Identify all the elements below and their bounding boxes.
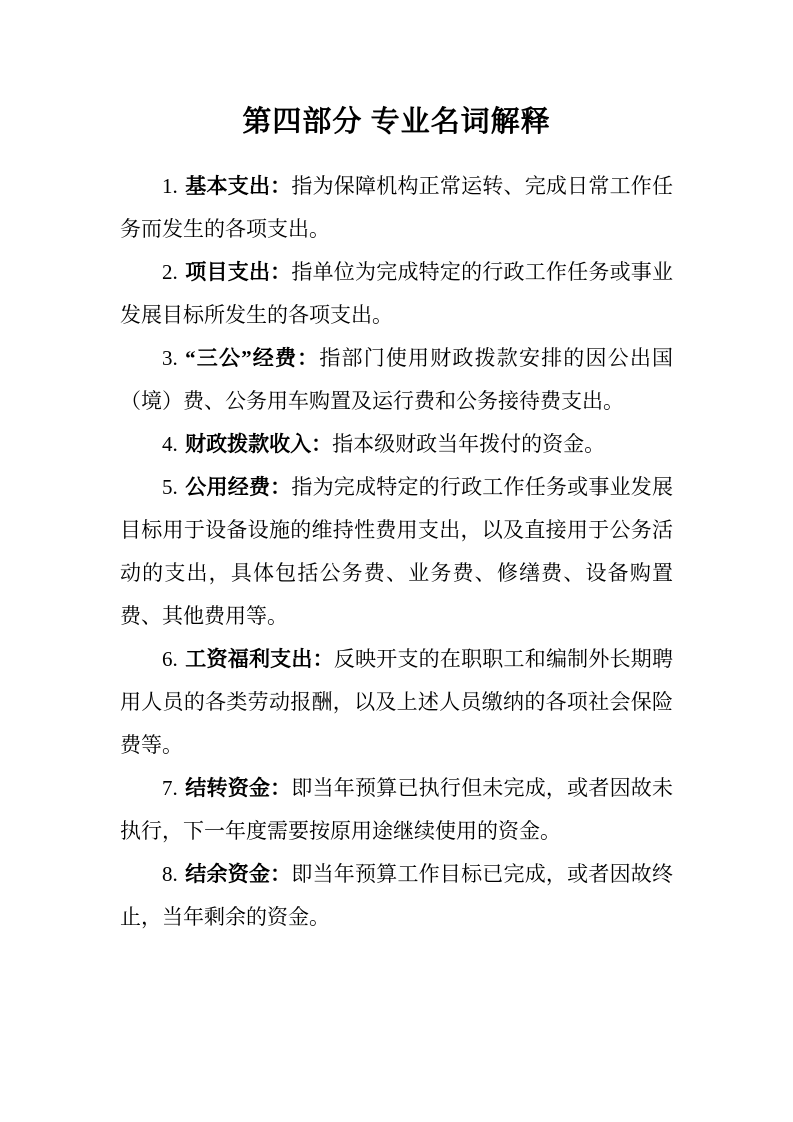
terms-section: [120, 165, 673, 939]
item-term: 公用经费：: [185, 475, 292, 499]
item-term: 项目支出：: [185, 260, 292, 284]
page-title: 第四部分 专业名词解释: [242, 106, 551, 138]
item-definition: 反映开支的在职职工和编制外长期聘用人员的各类劳动报酬，以及上述人员缴纳的各项社会保险费等。: [120, 647, 674, 757]
term-item: [120, 251, 673, 337]
item-definition: 指为完成特定的行政工作任务或事业发展目标用于设备设施的维持性费用支出，以及直接用于公务活动的支出，具体包括公务费、业务费、修缮费、设备购置费、其他费用等。: [120, 475, 673, 628]
term-item: [120, 165, 673, 251]
term-item: [120, 337, 673, 423]
item-term: “三公”经费：: [185, 346, 320, 370]
item-definition: 即当年预算已执行但未完成，或者因故未执行，下一年度需要按原用途继续使用的资金。: [120, 776, 673, 843]
item-number: 3.: [162, 346, 178, 370]
item-number: 5.: [162, 475, 178, 499]
item-definition: 即当年预算工作目标已完成，或者因故终止，当年剩余的资金。: [120, 862, 673, 929]
term-item: [120, 767, 673, 853]
item-number: 8.: [162, 862, 178, 886]
term-item: [120, 638, 673, 767]
term-item: [120, 466, 673, 638]
item-definition: 指部门使用财政拨款安排的因公出国（境）费、公务用车购置及运行费和公务接待费支出。: [120, 346, 674, 413]
term-item: [120, 423, 673, 466]
item-definition: 指本级财政当年拨付的资金。: [332, 432, 606, 456]
item-number: 7.: [162, 776, 178, 800]
item-definition: 指单位为完成特定的行政工作任务或事业发展目标所发生的各项支出。: [120, 260, 673, 327]
item-term: 结转资金：: [185, 776, 292, 800]
item-number: 1.: [162, 174, 178, 198]
item-term: 结余资金：: [185, 862, 292, 886]
item-number: 2.: [162, 260, 178, 284]
item-number: 4.: [162, 432, 178, 456]
item-number: 6.: [162, 647, 178, 671]
term-item: [120, 853, 673, 939]
item-term: 基本支出：: [185, 174, 292, 198]
item-term: 财政拨款收入：: [185, 432, 333, 456]
item-definition: 指为保障机构正常运转、完成日常工作任务而发生的各项支出。: [120, 174, 673, 241]
item-term: 工资福利支出：: [185, 647, 334, 671]
